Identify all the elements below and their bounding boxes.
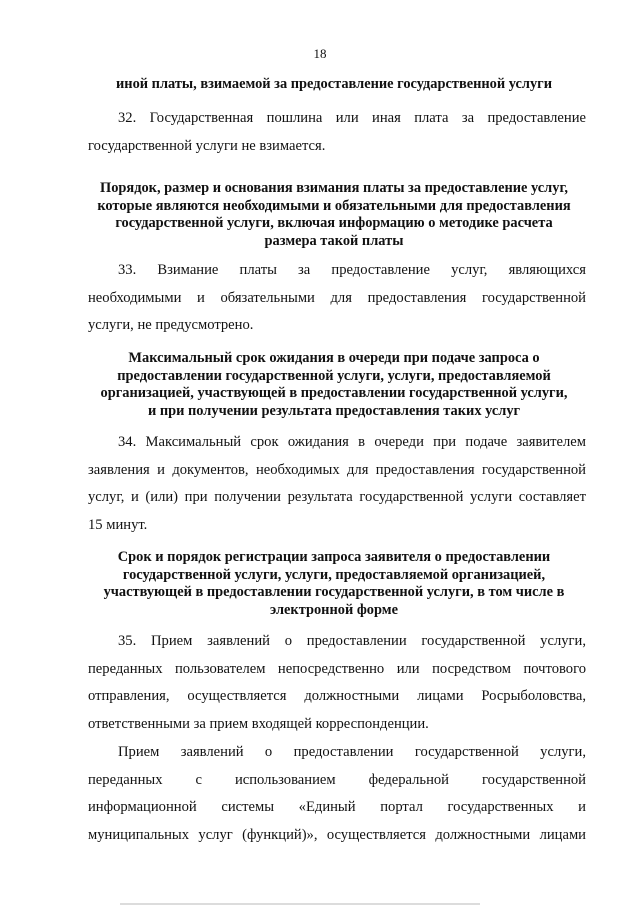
section-heading-queue — [78, 350, 590, 420]
paragraph-35 — [88, 628, 586, 739]
heading-line: Максимальный срок ожидания в очереди при подаче запроса о — [128, 350, 540, 366]
paragraph-line: 15 минут. — [88, 517, 148, 534]
heading-line: государственной услуги, услуги, предоставляемой организацией, — [122, 566, 546, 583]
heading-line: организацией, участвующей в предоставлении государственной услуги, — [100, 385, 568, 401]
paragraph-line: переданных пользователем непосредственно или посредством почтового — [88, 660, 586, 677]
paragraph-line: 32. Государственная пошлина или иная плата за предоставление — [118, 110, 586, 126]
section-heading-continuation — [78, 76, 590, 94]
paragraph-line: 34. Максимальный срок ожидания в очереди при подаче заявителем — [118, 434, 586, 450]
paragraph-line: 35. Прием заявлений о предоставлении государственной услуги, — [118, 633, 586, 649]
paragraph-line: необходимыми и обязательными для предоставления государственной — [88, 289, 586, 306]
heading-line: иной платы, взимаемой за предоставление государственной услуги — [115, 76, 553, 92]
section-heading-registration — [78, 549, 590, 619]
paragraph-line: услуг, и (или) при получении результата государственной услуги составляет — [88, 489, 586, 506]
paragraph-line: государственной услуги не взимается. — [88, 137, 326, 154]
page-number: 18 — [313, 46, 327, 61]
paragraph-line: услуги, не предусмотрено. — [88, 317, 254, 334]
paragraph-33 — [88, 257, 586, 340]
heading-line: и при получении результата предоставления таких услуг — [147, 402, 521, 419]
paragraph-line: отправления, осуществляется должностными лицами Росрыболовства, — [88, 688, 586, 705]
paragraph-34 — [88, 429, 586, 540]
paragraph-line: Прием заявлений о предоставлении государственной услуги, — [118, 744, 586, 760]
heading-line: государственной услуги, включая информацию о методике расчета — [115, 215, 553, 231]
heading-line: Срок и порядок регистрации запроса заявителя о предоставлении — [117, 549, 551, 565]
paragraph-line: 33. Взимание платы за предоставление услуг, являющихся — [118, 262, 586, 278]
paragraph-line: ответственными за прием входящей корреспонденции. — [88, 716, 429, 733]
heading-line: которые являются необходимыми и обязательными для предоставления — [97, 197, 571, 214]
heading-line: предоставлении государственной услуги, услуги, предоставляемой — [117, 367, 551, 384]
heading-line: размера такой платы — [264, 232, 404, 249]
paragraph-35-continued — [88, 739, 586, 850]
paragraph-line: заявления и документов, необходимых для предоставления государственной — [88, 461, 586, 478]
heading-line: Порядок, размер и основания взимания платы за предоставление услуг, — [100, 180, 568, 196]
paragraph-line: информационной системы «Единый портал государственных и — [88, 799, 586, 816]
heading-line: участвующей в предоставлении государственной услуги, в том числе в — [103, 584, 565, 600]
paragraph-line: переданных с использованием федеральной государственной — [88, 771, 586, 788]
section-heading-fees — [78, 180, 590, 250]
paragraph-32 — [88, 105, 586, 160]
heading-line: электронной форме — [270, 601, 398, 618]
paragraph-line: муниципальных услуг (функций)», осуществляется должностными лицами — [88, 827, 586, 844]
